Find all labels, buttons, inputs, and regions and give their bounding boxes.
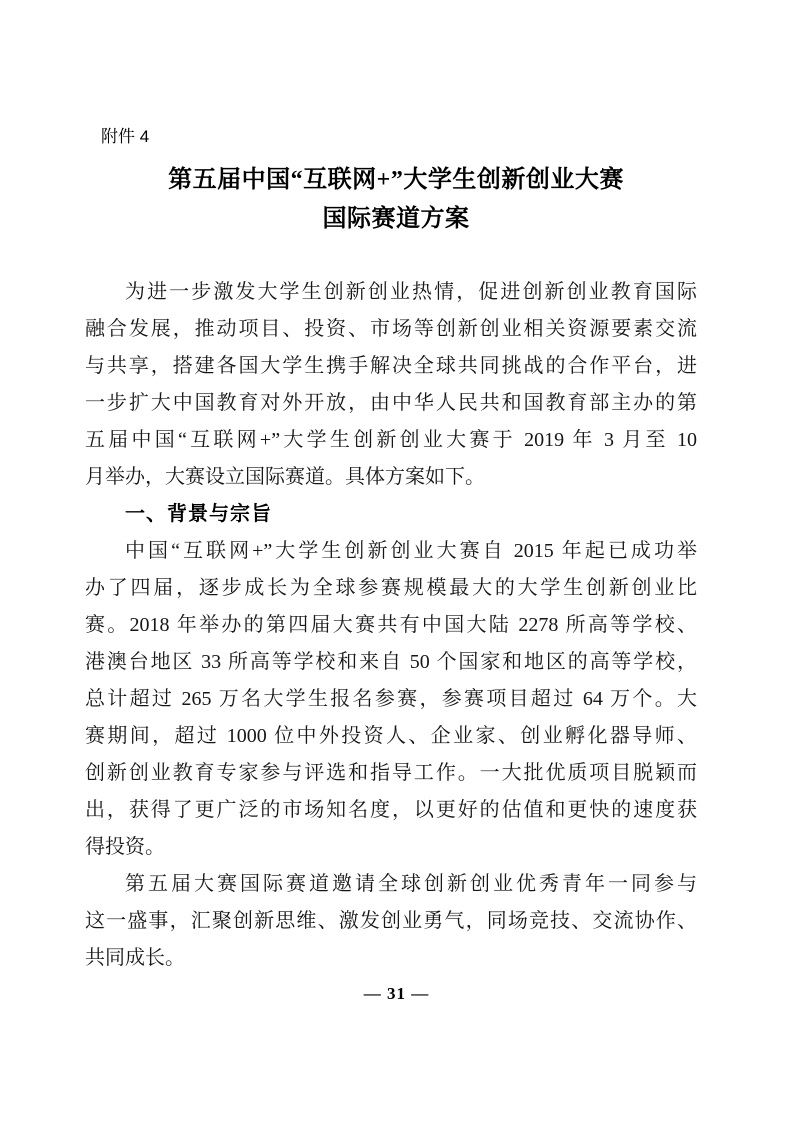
body-line: 得投资。 <box>85 836 165 858</box>
body-line: 港澳台地区 33 所高等学校和来自 50 个国家和地区的高等学校， <box>85 651 697 673</box>
document-title-line1: 第五届中国“互联网+”大学生创新创业大赛 <box>168 167 624 193</box>
section-heading: 一、背景与宗旨 <box>125 503 272 525</box>
body-line: 出，获得了更广泛的市场知名度，以更好的估值和更快的速度获 <box>85 799 697 821</box>
body-line: 赛。2018 年举办的第四届大赛共有中国大陆 2278 所高等学校、 <box>85 614 697 636</box>
body-line: 办了四届，逐步成长为全球参赛规模最大的大学生创新创业比 <box>85 577 697 599</box>
body-line: 为进一步激发大学生创新创业热情，促进创新创业教育国际 <box>125 281 697 303</box>
body-line: 月举办，大赛设立国际赛道。具体方案如下。 <box>85 466 485 488</box>
body-line: 一步扩大中国教育对外开放，由中华人民共和国教育部主办的第 <box>85 392 697 414</box>
body-line: 第五届大赛国际赛道邀请全球创新创业优秀青年一同参与 <box>125 873 697 895</box>
body-line: 中国“互联网+”大学生创新创业大赛自 2015 年起已成功举 <box>125 540 697 562</box>
body-line: 创新创业教育专家参与评选和指导工作。一大批优质项目脱颖而 <box>85 762 697 784</box>
body-line: 这一盛事，汇聚创新思维、激发创业勇气，同场竞技、交流协作、 <box>85 910 697 932</box>
attachment-label: 附件 4 <box>101 127 150 146</box>
body-line: 总计超过 265 万名大学生报名参赛，参赛项目超过 64 万个。大 <box>85 688 697 710</box>
body-line: 共同成长。 <box>85 947 185 969</box>
body-line: 赛期间，超过 1000 位中外投资人、企业家、创业孵化器导师、 <box>85 725 697 747</box>
document-body <box>85 274 697 977</box>
body-line: 与共享，搭建各国大学生携手解决全球共同挑战的合作平台，进 <box>85 355 697 377</box>
body-line: 融合发展，推动项目、投资、市场等创新创业相关资源要素交流 <box>85 318 697 340</box>
body-line: 五届中国“互联网+”大学生创新创业大赛于 2019 年 3 月至 10 <box>85 429 697 451</box>
page-number: — 31 — <box>363 984 430 1003</box>
document-title <box>85 161 707 239</box>
document-title-line2: 国际赛道方案 <box>322 206 470 232</box>
